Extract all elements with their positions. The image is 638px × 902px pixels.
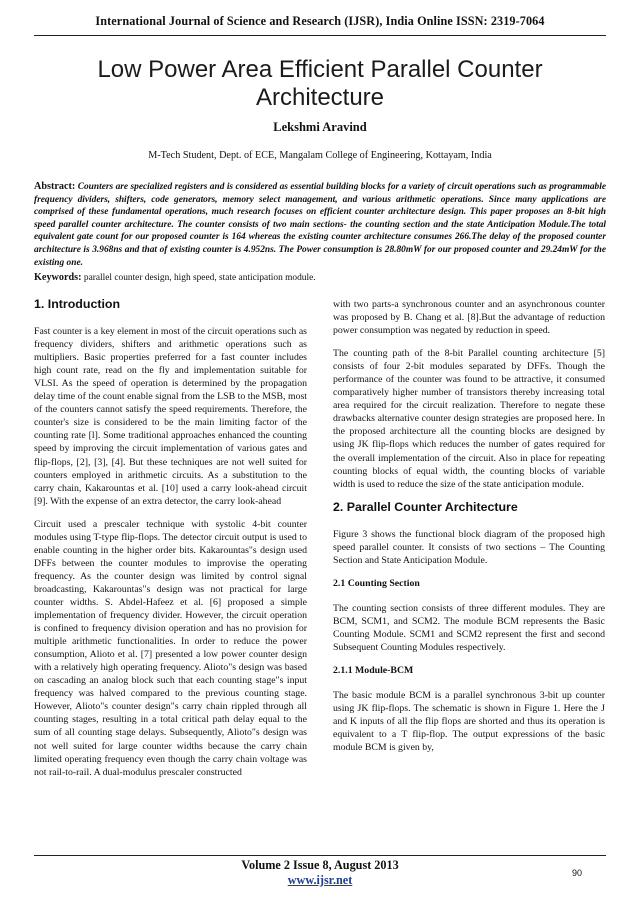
section-heading-introduction: 1. Introduction	[34, 297, 121, 311]
author-affiliation: M-Tech Student, Dept. of ECE, Mangalam College of Engineering, Kottayam, India	[148, 150, 492, 161]
left-column	[34, 298, 307, 789]
keywords-label: Keywords:	[34, 272, 82, 283]
paragraph: The counting path of the 8-bit Parallel counting architecture [5] consists of four 2-bit modules separated by DFFs. Though the performance of the counter was found to be attractive, it consumed comparatively higher number of transistors thereby increasing total area required for the circuit realization. Therefore to negate these drawbacks alternative counter design strategies are proposed here. In the proposed architecture all the counting blocks are designed by using JK flip-flops which reduces the number of gates required for the overall implementation of the circuit. Also in place for repeating counting blocks of equal width, the counting blocks of variable width is used to reduce the size of the state anticipation module.	[333, 348, 605, 490]
author-name: Lekshmi Aravind	[273, 120, 367, 134]
abstract	[34, 181, 606, 269]
subsection-heading-counting-section: 2.1 Counting Section	[333, 577, 420, 589]
abstract-text: Counters are specialized registers and is considered as essential building blocks for a variety of circuit operations such as programmable frequency dividers, shifters, code generators, memory select management, and various arithmetic operations. Since many applications are comprised of these fundamental operations, much research focuses on efficient counter architecture design. This paper proposes an 8-bit high speed parallel counter architecture. The counter consists of two main sections- the counting section and the state Anticipation Module.The total equivalent gate count for our proposed counter is 164 whereas the existing counter architecture consumes 266.The delay of the proposed counter architecture is 3.968ns and that of existing counter is 4.952ns. The Power consumption is 28.80mW for our proposed counter and 29.24mW for the existing one.	[34, 182, 606, 268]
subsection-heading-module-bcm: 2.1.1 Module-BCM	[333, 665, 414, 677]
header-divider	[34, 35, 606, 36]
right-column	[333, 298, 605, 764]
keywords-text: parallel counter design, high speed, state anticipation module.	[83, 273, 316, 283]
paragraph: Circuit used a prescaler technique with systolic 4-bit counter modules using T-type flip-flops. The detector circuit output is used to enable counting in the higher order bits. Kakarountas"s design used DFFs between the counter modules to improvise the operating frequency. As the counter design was limited by control signal broadcasting, Kakarountas"s design was not practical for large counter widths. S. Abdel-Hafeez et al. [6] proposed a simple implementation of frequency divider. However, the circuit operation is confined to frequency division operation and has no provision for multiple arithmetic functionalities. In order to reduce the power consumption, Alioto et al. [7] presented a low power counter design with a relatively high operating frequency. Alioto"s design was based on cascading an analog block such that each counting stage"s input frequency was halved compared to the previous counting stage. However, Alioto"s counter design"s carry chain rippled through all counting stages, resulting in a total critical path delay equal to the sum of all counting stage delays. Subsequently, Alioto"s design was not well suited for large counter widths because the carry chain limited operating frequency even though the carry chain voltage was not rail-to-rail. A dual-modulus prescaler constructed	[34, 518, 307, 778]
paper-title: Low Power Area Efficient Parallel Counter Architecture	[97, 56, 543, 111]
abstract-label: Abstract:	[34, 181, 76, 192]
page-number: 90	[572, 868, 583, 878]
paragraph: The basic module BCM is a parallel synchronous 3-bit up counter using JK flip-flops. The schematic is shown in Figure 1. Here the J and K inputs of all the flip flops are shorted and thus its operation is equivalent to a T flip-flop. The output expressions of the basic module BCM is given by,	[333, 690, 605, 754]
paragraph: The counting section consists of three different modules. They are BCM, SCM1, and SCM2. The module BCM represents the Basic Counting Module. SCM1 and SCM2 represent the first and second Subsequent Counting Modules respectively.	[333, 602, 605, 654]
footer-issue: Volume 2 Issue 8, August 2013	[241, 858, 399, 872]
paragraph: Fast counter is a key element in most of the circuit operations such as frequency dividers, shifters and arithmetic operations such as multipliers. Basic properties preferred for a fast counter includes high count rate, read on the fly and implementation suitable for VLSI. As the speed of operation is determined by the propagation delay time of the count enable signal from the LSB to the MSB, most of the counters cannot satisfy the speed requirements. Therefore, the counter's size is considered to be the main limiting factor of the counting rate [l]. Some traditional approaches enhanced the counting speed by improving the circuit implementation of various gates and flip-flops, [2], [3], [4]. But these techniques are not well suited for counters employed in arithmetic circuits. As a substitution to the carry chain, Kakarountas et al. [10] used a carry look-ahead circuit [9]. With the expense of an extra detector, the carry look-ahead	[34, 326, 307, 507]
footer-divider	[34, 855, 606, 856]
section-heading-parallel-counter: 2. Parallel Counter Architecture	[333, 499, 518, 514]
journal-header: International Journal of Science and Research (IJSR), India Online ISSN: 2319-7064	[95, 14, 545, 28]
footer	[34, 858, 606, 888]
paragraph: with two parts-a synchronous counter and an asynchronous counter was proposed by B. Chang et al. [8].But the advantage of reduction power consumption was negated by reduction in speed.	[333, 299, 605, 337]
keywords	[34, 272, 606, 284]
footer-link[interactable]: www.ijsr.net	[287, 873, 353, 887]
paragraph: Figure 3 shows the functional block diagram of the proposed high speed parallel counter. It consists of two sections – The Counting Section and State Anticipation Module.	[333, 528, 605, 566]
